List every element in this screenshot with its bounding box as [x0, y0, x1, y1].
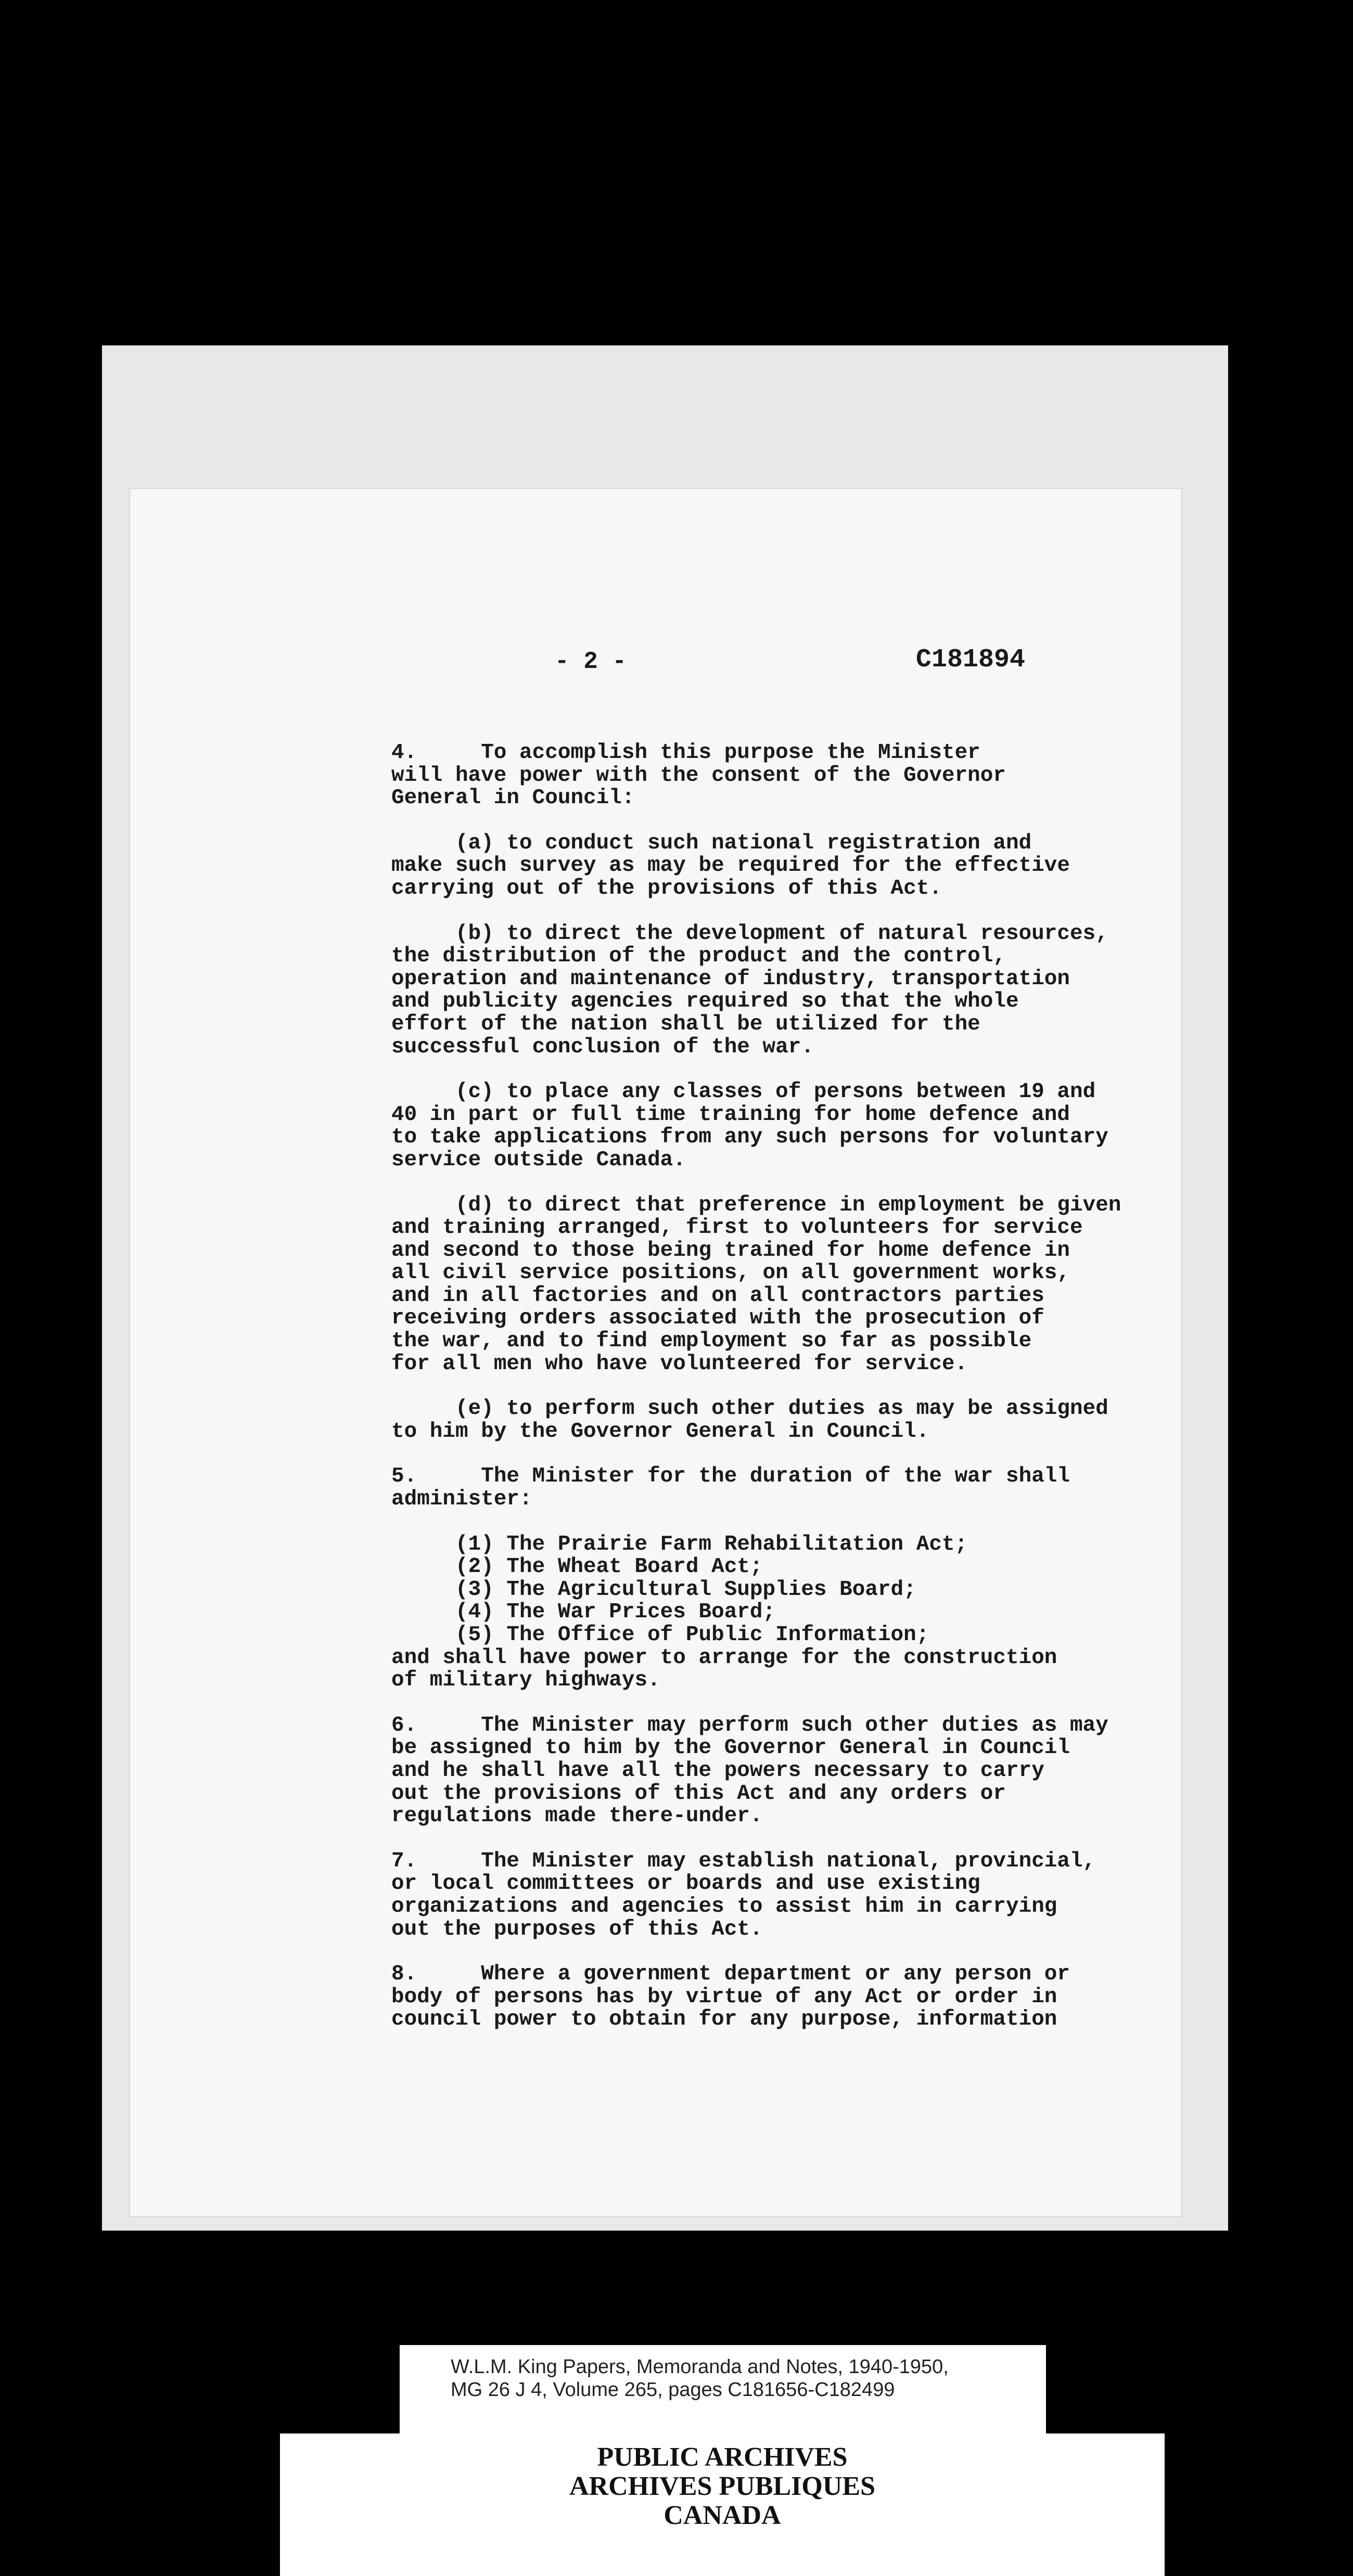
- text-line: 7. The Minister may establish national, provincial,: [391, 1849, 1096, 1873]
- paragraph-gap: [391, 1172, 1151, 1194]
- paragraph: [391, 1963, 1151, 2031]
- paragraph: [391, 923, 1151, 1059]
- citation-line: MG 26 J 4, Volume 265, pages C181656-C182499: [451, 2379, 895, 2401]
- paragraph: [391, 1194, 1151, 1376]
- text-line: regulations made there-under.: [391, 1804, 763, 1828]
- paragraph: [391, 1081, 1151, 1171]
- text-line: the distribution of the product and the control,: [391, 944, 1006, 969]
- text-line: of military highways.: [391, 1668, 660, 1693]
- paragraph-gap: [391, 1692, 1151, 1715]
- text-line: and in all factories and on all contractors parties: [391, 1283, 1044, 1308]
- paragraph: [391, 1398, 1151, 1443]
- text-line: successful conclusion of the war.: [391, 1035, 814, 1059]
- document-code: C181894: [916, 645, 1026, 675]
- text-line: council power to obtain for any purpose, information: [391, 2007, 1057, 2032]
- archive-name-en: PUBLIC ARCHIVES: [597, 2442, 848, 2472]
- text-line: and second to those being trained for home defence in: [391, 1238, 1070, 1263]
- document-body: [391, 742, 1151, 2031]
- text-line: be assigned to him by the Governor General in Council: [391, 1736, 1070, 1760]
- paragraph-gap: [391, 810, 1151, 832]
- paragraph-gap: [391, 1443, 1151, 1465]
- text-line: (a) to conduct such national registration and: [391, 831, 1032, 855]
- text-line: to him by the Governor General in Council.: [391, 1419, 929, 1444]
- text-line: for all men who have volunteered for service.: [391, 1351, 968, 1376]
- text-line: to take applications from any such persons for voluntary: [391, 1125, 1108, 1150]
- text-line: effort of the nation shall be utilized for the: [391, 1012, 980, 1036]
- text-line: make such survey as may be required for the effective: [391, 854, 1070, 878]
- text-line: or local committees or boards and use existing: [391, 1872, 980, 1896]
- text-line: operation and maintenance of industry, transportation: [391, 967, 1070, 991]
- citation-text: [451, 2355, 1044, 2401]
- text-line: service outside Canada.: [391, 1148, 686, 1172]
- text-line: (1) The Prairie Farm Rehabilitation Act;: [391, 1532, 968, 1556]
- paragraph: [391, 1715, 1151, 1828]
- text-line: body of persons has by virtue of any Act or order in: [391, 1985, 1057, 2009]
- text-line: (e) to perform such other duties as may be assigned: [391, 1397, 1108, 1421]
- archive-name-fr: ARCHIVES PUBLIQUES: [569, 2471, 876, 2501]
- page-header: [0, 645, 1353, 679]
- text-line: and training arranged, first to volunteers for service: [391, 1216, 1083, 1240]
- text-line: and he shall have all the powers necessary to carry: [391, 1758, 1044, 1783]
- text-line: organizations and agencies to assist him in carrying: [391, 1894, 1057, 1918]
- paragraph: [391, 832, 1151, 900]
- text-line: and shall have power to arrange for the construction: [391, 1645, 1057, 1670]
- archive-country: CANADA: [663, 2501, 781, 2530]
- text-line: 8. Where a government department or any person or: [391, 1962, 1070, 1987]
- text-line: carrying out of the provisions of this Act.: [391, 876, 942, 900]
- text-line: General in Council:: [391, 786, 635, 810]
- text-line: 4. To accomplish this purpose the Minister: [391, 741, 980, 765]
- text-line: 5. The Minister for the duration of the war shall: [391, 1464, 1070, 1489]
- paragraph: [391, 1850, 1151, 1941]
- paragraph-gap: [391, 1511, 1151, 1534]
- text-line: all civil service positions, on all government works,: [391, 1261, 1070, 1285]
- card-tab-left: [280, 2361, 400, 2433]
- paragraph: [391, 742, 1151, 810]
- archive-name: [280, 2443, 1165, 2530]
- text-line: 6. The Minister may perform such other duties as may: [391, 1713, 1108, 1737]
- paragraph-gap: [391, 1059, 1151, 1081]
- paragraph-gap: [391, 1828, 1151, 1850]
- text-line: administer:: [391, 1487, 532, 1512]
- paragraph-gap: [391, 900, 1151, 923]
- paragraph: [391, 1465, 1151, 1511]
- text-line: (d) to direct that preference in employment be given: [391, 1193, 1121, 1217]
- text-line: (3) The Agricultural Supplies Board;: [391, 1577, 916, 1602]
- paragraph: [391, 1534, 1151, 1692]
- paragraph-gap: [391, 1375, 1151, 1398]
- text-line: (4) The War Prices Board;: [391, 1600, 776, 1625]
- card-tab-right: [1046, 2361, 1165, 2433]
- text-line: and publicity agencies required so that the whole: [391, 989, 1019, 1014]
- text-line: (c) to place any classes of persons between 19 and: [391, 1080, 1096, 1104]
- text-line: out the provisions of this Act and any orders or: [391, 1781, 1006, 1806]
- text-line: receiving orders associated with the prosecution of: [391, 1306, 1044, 1331]
- text-line: will have power with the consent of the Governor: [391, 763, 1006, 788]
- paragraph-gap: [391, 1941, 1151, 1963]
- text-line: (5) The Office of Public Information;: [391, 1623, 929, 1647]
- page-number: - 2 -: [555, 648, 627, 675]
- citation-line: W.L.M. King Papers, Memoranda and Notes, 1940-1950,: [451, 2356, 949, 2378]
- text-line: 40 in part or full time training for home defence and: [391, 1102, 1070, 1127]
- text-line: the war, and to find employment so far as possible: [391, 1329, 1032, 1354]
- text-line: out the purposes of this Act.: [391, 1917, 763, 1941]
- text-line: (2) The Wheat Board Act;: [391, 1555, 763, 1579]
- text-line: (b) to direct the development of natural resources,: [391, 921, 1108, 946]
